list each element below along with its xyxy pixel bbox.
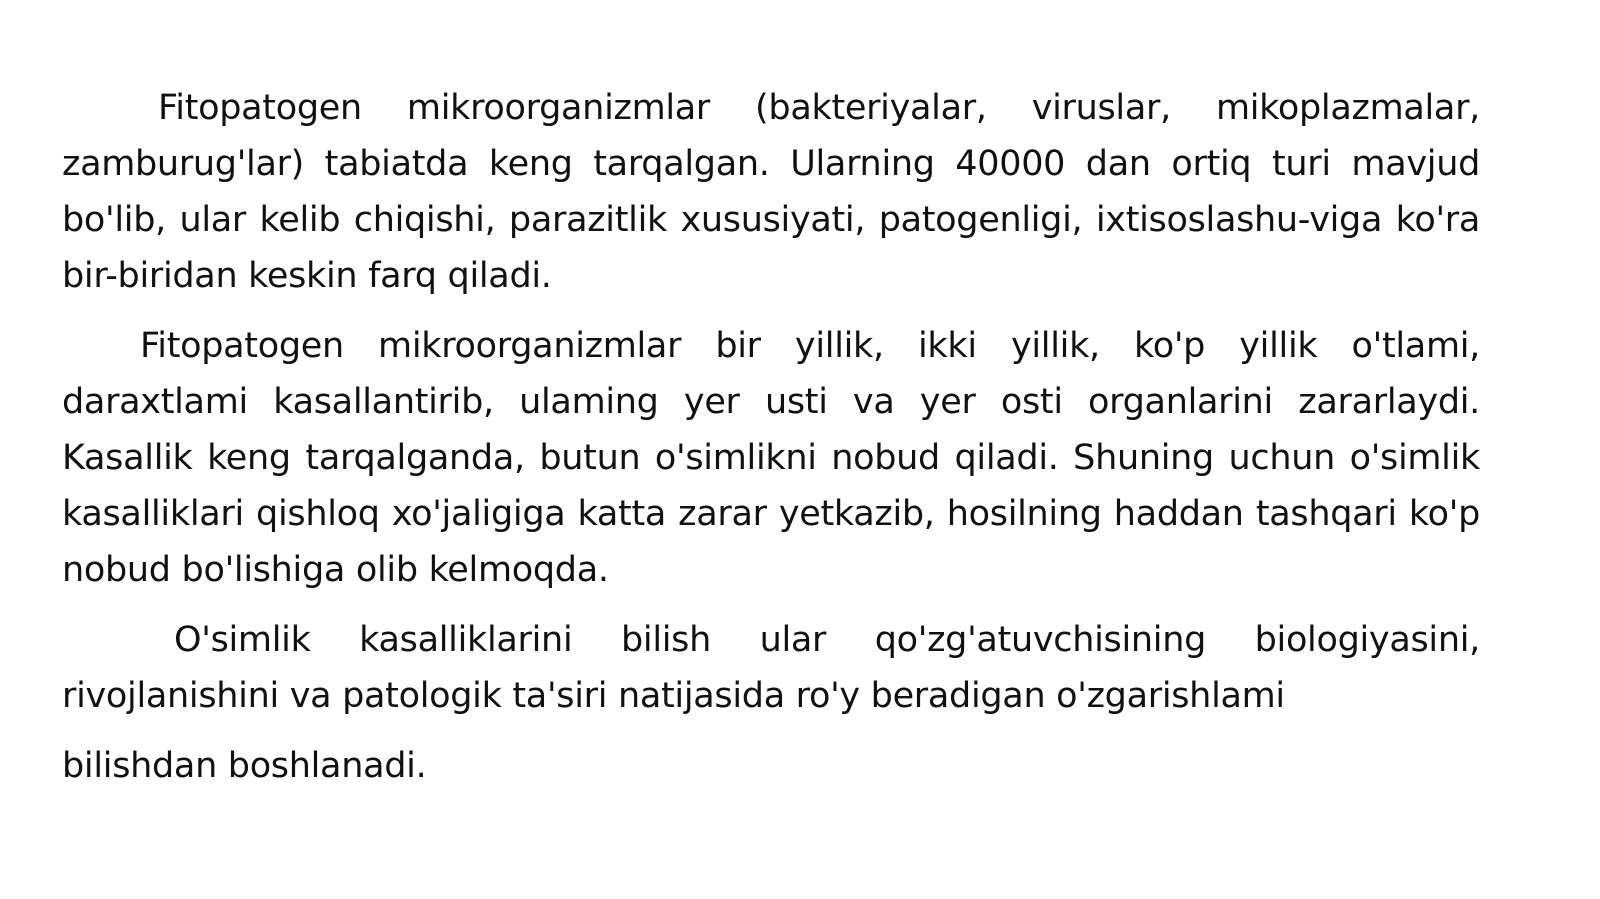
paragraph-2: Fitopatogen mikroorganizmlar bir yillik, ikki yillik, ko'p yillik o'tlami, daraxtlami kasallantirib, ulaming yer usti va yer osti organlarini zararlaydi. Kasallik keng tarqalganda, butun o'simlikni nobud qiladi. Shuning uchun o'simlik kasalliklari qishloq xo'jaligiga katta zarar yetkazib, hosilning haddan tashqari ko'p nobud bo'lishiga olib kelmoqda. xyxy=(62,326,1480,590)
paragraph-3-continuation: bilishdan boshlanadi. xyxy=(62,746,427,786)
text-body xyxy=(62,80,1480,794)
paragraph-1: Fitopatogen mikroorganizmlar (bakteriyalar, viruslar, mikoplazmalar, zamburug'lar) tabiatda keng tarqalgan. Ularning 40000 dan ortiq turi mavjud bo'lib, ular kelib chiqishi, parazitlik xususiyati, patogenligi, ixtisoslashu-viga ko'ra bir-biridan keskin farq qiladi. xyxy=(62,88,1480,296)
paragraph-3: O'simlik kasalliklarini bilish ular qo'zg'atuvchisining biologiyasini, rivojlanishini va patologik ta'siri natijasida ro'y beradigan o'zgarishlami xyxy=(62,620,1480,716)
